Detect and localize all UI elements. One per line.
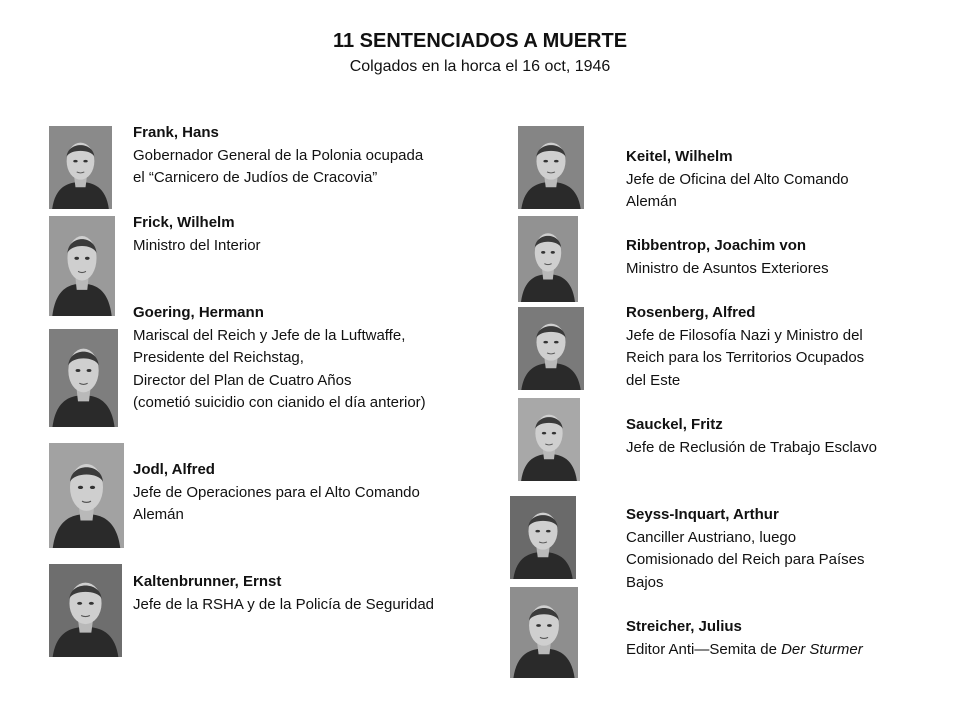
entry-name: Ribbentrop, Joachim von (626, 237, 807, 254)
entry-desc: Jefe de Operaciones para el Alto Comando Alemán (133, 483, 420, 523)
entry-kaltenbrunner (133, 571, 434, 616)
portrait-kaltenbrunner (49, 564, 122, 657)
entry-desc: Ministro del Interior (133, 236, 261, 254)
entry-frank (133, 122, 423, 190)
entry-desc: Gobernador General de la Polonia ocupada el “Carnicero de Judíos de Cracovia” (133, 146, 424, 186)
entry-name: Keitel, Wilhelm (626, 148, 733, 165)
portrait-rosenberg (518, 307, 584, 390)
entry-name: Frank, Hans (133, 124, 219, 141)
portrait-streicher (510, 587, 578, 678)
entry-name: Seyss-Inquart, Arthur (626, 506, 779, 523)
entry-name: Frick, Wilhelm (133, 214, 235, 231)
portrait-ribbentrop (518, 216, 578, 302)
entry-name: Sauckel, Fritz (626, 416, 723, 433)
portrait-frank (49, 126, 112, 209)
entry-desc: Jefe de la RSHA y de la Policía de Seguridad (133, 595, 435, 613)
entry-sauckel (626, 414, 877, 459)
entry-streicher (626, 616, 863, 661)
entry-ribbentrop (626, 235, 829, 280)
entry-desc: Canciller Austriano, luego Comisionado del Reich para Países Bajos (626, 528, 865, 591)
entry-frick (133, 212, 261, 257)
portrait-seyss-inquart (510, 496, 576, 579)
portrait-goering (49, 329, 118, 427)
entry-jodl (133, 459, 420, 527)
page-title: 11 SENTENCIADOS A MUERTE (332, 30, 628, 52)
entry-name: Jodl, Alfred (133, 461, 215, 478)
entry-desc: Jefe de Oficina del Alto Comando Alemán (626, 170, 849, 210)
portrait-keitel (518, 126, 584, 209)
entry-name: Kaltenbrunner, Ernst (133, 573, 282, 590)
entry-desc-prefix: Editor Anti—Semita de (626, 640, 782, 658)
entry-desc-italic: Der Sturmer (781, 640, 863, 658)
entry-desc: Jefe de Filosofía Nazi y Ministro del Reich para los Territorios Ocupados del Este (626, 326, 865, 389)
entry-seyss-inquart (626, 504, 864, 594)
entry-name: Streicher, Julius (626, 618, 742, 635)
entry-rosenberg (626, 302, 864, 392)
page-subtitle: Colgados en la horca el 16 oct, 1946 (349, 58, 611, 75)
entry-keitel (626, 146, 849, 214)
portrait-sauckel (518, 398, 580, 481)
entry-name: Rosenberg, Alfred (626, 304, 756, 321)
entry-desc: Mariscal del Reich y Jefe de la Luftwaffe, Presidente del Reichstag, Director del Plan de Cuatro Años (cometió suicidio con cianido el día anterior) (133, 326, 426, 411)
portrait-jodl (49, 443, 124, 548)
entry-name: Goering, Hermann (133, 304, 264, 321)
entry-desc: Jefe de Reclusión de Trabajo Esclavo (626, 438, 877, 456)
entry-goering (133, 302, 426, 415)
entry-desc (626, 639, 863, 662)
portrait-frick (49, 216, 115, 316)
entry-desc: Ministro de Asuntos Exteriores (626, 259, 829, 277)
